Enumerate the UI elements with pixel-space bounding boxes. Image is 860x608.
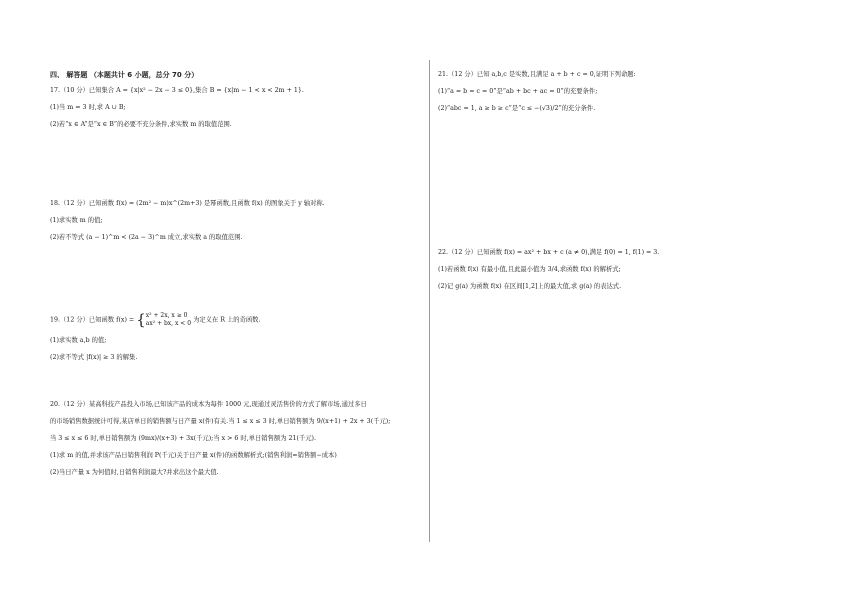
question-22-part-2: (2)记 g(a) 为函数 f(x) 在区间[1,2]上的最大值,求 g(a) 的表达式. <box>438 283 622 290</box>
question-19-part-2: (2)求不等式 |f(x)| ≥ 3 的解集. <box>50 354 138 361</box>
question-17-part-2: (2)若“x ∈ A”是“x ∈ B”的必要不充分条件,求实数 m 的取值范围. <box>50 121 232 128</box>
question-20-part-2: (2)当日产量 x 为何值时,日销售利润最大?并求出这个最大值. <box>50 469 219 476</box>
left-column <box>50 62 420 485</box>
question-18-part-2: (2)若不等式 (a − 1)^m < (2a − 3)^m 成立,求实数 a 的取值范围. <box>50 234 243 241</box>
question-21-part-2: (2)“abc = 1, a ≥ b ≥ c”是“c ≤ −(√3)/2”的充分条件. <box>438 105 596 112</box>
question-19-stem-suffix: 为定义在 R 上的奇函数. <box>193 316 261 324</box>
question-18-part-1: (1)求实数 m 的值; <box>50 217 103 224</box>
question-19 <box>50 312 420 362</box>
question-21-stem: 21.（12 分）已知 a,b,c 是实数,且满足 a + b + c = 0,证明下列命题: <box>438 71 636 78</box>
question-17-stem: 17.（10 分）已知集合 A = {x|x² − 2x − 3 ≤ 0},集合 B = {x|m − 1 < x < 2m + 1}. <box>50 87 304 94</box>
piecewise-cases <box>146 312 191 328</box>
question-17 <box>50 86 420 129</box>
piecewise-case-2: ax² + bx, x < 0 <box>145 320 192 327</box>
question-19-part-1: (1)求实数 a,b 的值; <box>50 337 107 344</box>
piecewise-case-1: x² + 2x, x ≥ 0 <box>145 312 188 319</box>
section-title: 四、 解答题 （本题共计 6 小题，总分 70 分） <box>50 71 199 79</box>
right-column <box>438 62 818 299</box>
question-20-line-1: 20.（12 分）某高科技产品投入市场,已知该产品的成本为每件 1000 元,现通过灵活售价的方式了解市场,通过多日 <box>50 401 367 408</box>
question-21-part-1: (1)“a = b = c = 0”是“ab + bc + ac = 0”的充要条件; <box>438 88 598 95</box>
question-22-part-1: (1)若函数 f(x) 有最小值,且此最小值为 3/4,求函数 f(x) 的解析式; <box>438 266 621 273</box>
question-19-stem <box>50 312 420 328</box>
question-20-line-2: 的市场销售数据统计可得,某店单日的销售额与日产量 x(件)有关.当 1 ≤ x ≤ 3 时,单日销售额为 9/(x+1) + 2x + 3(千元); <box>50 418 391 425</box>
column-divider <box>429 60 430 542</box>
question-20-line-3: 当 3 ≤ x ≤ 6 时,单日销售额为 (9mx)/(x+3) + 3x(千元);当 x > 6 时,单日销售额为 21(千元). <box>50 435 317 442</box>
question-17-part-1: (1)当 m = 3 时,求 A ∪ B; <box>50 104 126 111</box>
piecewise-brace: { <box>136 310 146 329</box>
question-21 <box>438 70 818 113</box>
question-20 <box>50 400 420 477</box>
question-22-stem: 22.（12 分）已知函数 f(x) = ax² + bx + c (a ≠ 0),满足 f(0) = 1, f(1) = 3. <box>438 249 660 256</box>
question-22 <box>438 248 818 291</box>
question-18 <box>50 199 420 242</box>
question-20-part-1: (1)求 m 的值,并求该产品日销售利润 P(千元)关于日产量 x(件)的函数解析式;(销售利润=销售额−成本) <box>50 452 337 459</box>
question-19-stem-prefix: 19.（12 分）已知函数 f(x) = <box>50 316 135 324</box>
question-18-stem: 18.（12 分）已知函数 f(x) = (2m² − m)x^(2m+3) 是幂函数,且函数 f(x) 的图象关于 y 轴对称. <box>50 200 325 207</box>
